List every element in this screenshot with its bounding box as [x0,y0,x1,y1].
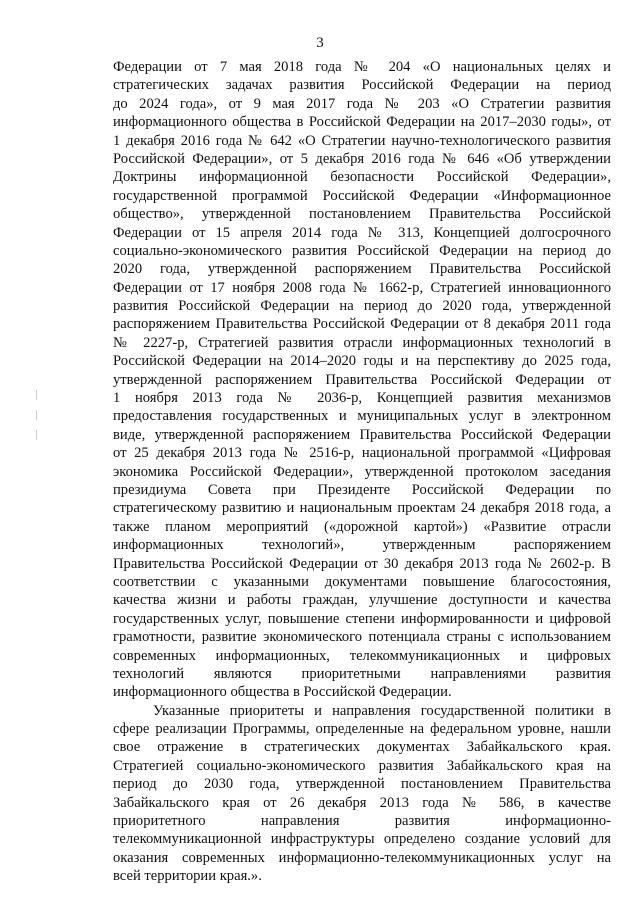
paragraph-1-line: 2020 года, утвержденной распоряжением Правительства Российской [113,261,611,278]
paragraph-1-line: Российской Федерации», от 5 декабря 2016 года № 646 «Об утверждении [113,150,611,167]
paragraph-1-line: информационного общества в Российской Федерации на 2017–2030 годы», от [113,114,611,131]
paragraph-1-line: информационных технологий», утвержденным распоряжением [113,537,611,554]
paragraph-2-line: Указанные приоритеты и направления государственной политики в [153,702,611,719]
paragraph-1-line: государственных услуг, повышение степени информированности и цифровой [113,610,611,627]
paragraph-2-line: Стратегией социально-экономического развития Забайкальского края на [113,757,611,774]
paragraph-1-line: государственной программой Российской Федерации «Информационное [113,187,611,204]
paragraph-1-line: Правительства Российской Федерации от 30 декабря 2013 года № 2602-р. В [113,555,611,572]
paragraph-1-line: развития Российской Федерации на период до 2020 года, утвержденной [113,298,611,315]
paragraph-1-line: грамотности, развитие экономического потенциала страны с использованием [113,629,611,646]
paragraph-1-line: утвержденной распоряжением Правительства Российской Федерации от [113,371,611,388]
paragraph-1-line: стратегических задачах развития Российской Федерации на период [113,77,611,94]
paragraph-1-line: Доктрины информационной безопасности Российской Федерации», [113,169,611,186]
paragraph-1-line: соответствии с указанными документами повышение благосостояния, [113,573,611,590]
paragraph-2-line: сфере реализации Программы, определенные на федеральном уровне, нашли [113,721,611,738]
paragraph-1-line: до 2024 года», от 9 мая 2017 года № 203 «О Стратегии развития [113,95,611,112]
paragraph-2-line: период до 2030 года, утвержденной постановлением Правительства [113,776,611,793]
paragraph-1-line: также планом мероприятий («дорожной картой») «Развитие отрасли [113,518,611,535]
paragraph-1-line: № 2227-р, Стратегией развития отрасли информационных технологий в [113,334,611,351]
paragraph-1-line: социально-экономического развития Российской Федерации на период до [113,242,611,259]
paragraph-2-line: свое отражение в стратегических документах Забайкальского края. [113,739,611,756]
paragraph-1-line: виде, утвержденной распоряжением Правительства Российской Федерации [113,426,611,443]
paragraph-1-line: предоставления государственных и муниципальных услуг в электронном [113,408,611,425]
paragraph-1-line: Федерации от 7 мая 2018 года № 204 «О национальных целях и [113,59,611,75]
paragraph-2-line: телекоммуникационной инфраструктуры определено создание условий для [113,831,611,848]
paragraph-1-line: экономика Российской Федерации», утвержденной протоколом заседания [113,463,611,480]
paragraph-1-line: 1 ноября 2013 года № 2036-р, Концепцией развития механизмов [113,390,611,407]
paragraph-1-line: Федерации от 15 апреля 2014 года № 313, Концепцией долгосрочного [113,224,611,241]
paragraph-1-line: распоряжением Правительства Российской Федерации от 8 декабря 2011 года [113,316,611,333]
paragraph-1-line: качества жизни и работы граждан, улучшение доступности и качества [113,592,611,609]
paragraph-1-line: общество», утвержденной постановлением Правительства Российской [113,206,611,223]
paragraph-1-line: от 25 декабря 2013 года № 2516-р, национальной программой «Цифровая [113,445,611,462]
paragraph-1-line: 1 декабря 2016 года № 642 «О Стратегии научно-технологического развития [113,132,611,149]
paragraph-1-line: технологий являются приоритетными направлениями развития [113,665,611,682]
paragraph-1-line: стратегическому развитию и национальным проектам 24 декабря 2018 года, а [113,500,611,517]
paragraph-1-line: президиума Совета при Президенте Российской Федерации по [113,481,611,498]
paragraph-1-line: современных информационных, телекоммуникационных и цифровых [113,647,611,664]
document-body [113,58,611,886]
paragraph-2-line: оказания современных информационно-телекоммуникационных услуг на [113,849,611,866]
paragraph-1-line: Федерации от 17 ноября 2008 года № 1662-р, Стратегией инновационного [113,279,611,296]
paragraph-2-line: Забайкальского края от 26 декабря 2013 года № 586, в качестве [113,794,611,811]
paragraph-1-line: информационного общества в Российской Федерации. [113,684,452,701]
page-number: 3 [316,35,324,51]
paragraph-2-line: всей территории края.». [113,868,262,885]
paragraph-2-line: приоритетного направления развития информационно- [113,813,611,830]
margin-scan-artifact [36,390,37,440]
paragraph-1-line: Российской Федерации на 2014–2020 годы и на перспективу до 2025 года, [113,353,611,370]
